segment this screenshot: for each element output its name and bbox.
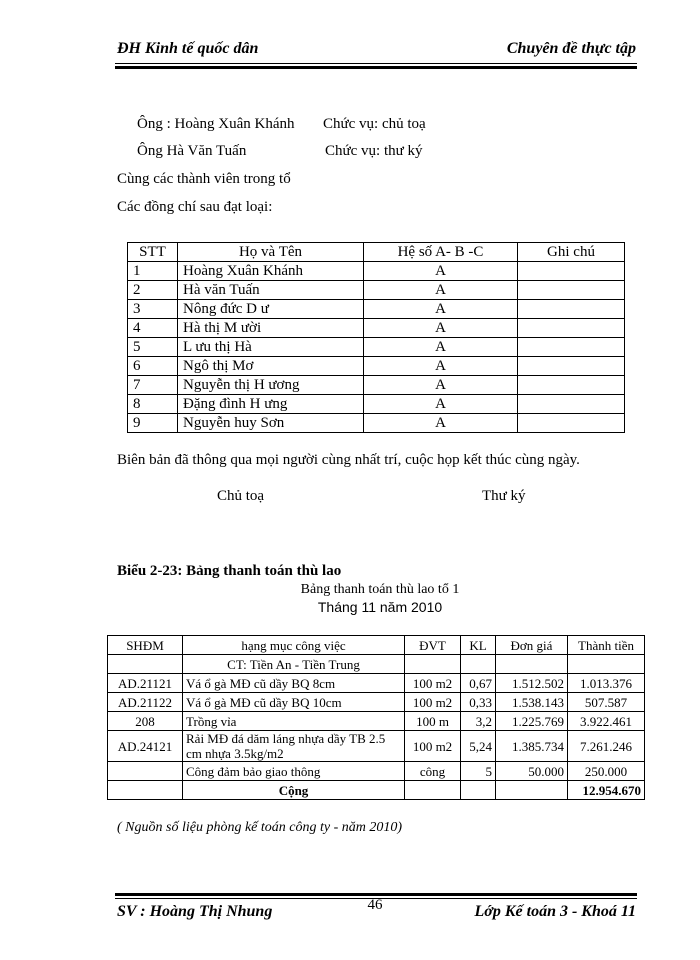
payment-header-cell: Đơn giá [496,636,568,655]
table-cell [461,655,496,674]
table-cell [108,781,183,800]
total-row [108,781,645,800]
closing-text: Biên bản đã thông qua mọi người cùng nhất trí, cuộc họp kết thúc cùng ngày. [117,452,580,468]
table-cell: 6 [128,357,178,376]
table-row [128,262,625,281]
table-cell: 3 [128,300,178,319]
table-row [128,357,625,376]
footer-left: SV : Hoàng Thị Nhung [117,903,273,920]
signature-chair: Chủ toạ [217,488,265,504]
header-rule-thick [115,66,637,69]
table-cell [108,762,183,781]
table-cell: Hoàng Xuân Khánh [178,262,364,281]
table-row [108,693,645,712]
section-title: Biểu 2-23: Bảng thanh toán thù lao [117,563,342,579]
source-note: ( Nguồn số liệu phòng kế toán công ty - năm 2010) [117,820,403,835]
table-row [128,300,625,319]
table-cell [568,655,645,674]
table-cell: 8 [128,395,178,414]
table-cell: 0,67 [461,674,496,693]
table-cell [518,376,625,395]
table-cell: AD.21121 [108,674,183,693]
table2-title: Bảng thanh toán thù lao tổ 1 [300,582,460,597]
total-value: 12.954.670 [568,781,645,800]
header-right: Chuyên đề thực tập [506,40,636,57]
table-cell: 4 [128,319,178,338]
table-cell [518,319,625,338]
table-cell: 9 [128,414,178,433]
table-cell: 7 [128,376,178,395]
table-cell: 0,33 [461,693,496,712]
table-cell: Nông đức D ư [178,300,364,319]
table-row [128,395,625,414]
payment-header-cell: hạng mục công việc [183,636,405,655]
chair-role: Chức vụ: chủ toạ [323,116,426,132]
table-cell: Công đảm bảo giao thông [183,762,405,781]
table2-date: Tháng 11 năm 2010 [317,599,443,615]
table-cell [518,395,625,414]
rating-header-cell: Ghi chú [518,243,625,262]
project-row [108,655,645,674]
table-cell: Đặng đình H ưng [178,395,364,414]
table-cell: 50.000 [496,762,568,781]
table-cell: 1.512.502 [496,674,568,693]
table-cell: 1.538.143 [496,693,568,712]
project-name: CT: Tiền An - Tiền Trung [183,655,405,674]
table-row [128,319,625,338]
footer-rule-thick [115,893,637,896]
table-cell: 100 m2 [405,693,461,712]
table-cell [518,357,625,376]
table-cell: 1.013.376 [568,674,645,693]
payment-header-cell: ĐVT [405,636,461,655]
table-row [128,414,625,433]
table-cell: công [405,762,461,781]
table-cell [518,281,625,300]
payment-header-cell: Thành tiền [568,636,645,655]
table-cell [518,262,625,281]
table-cell: Ngô thị Mơ [178,357,364,376]
rating-header-cell: Họ và Tên [178,243,364,262]
table-cell [405,781,461,800]
rating-table [127,242,625,433]
table-cell: 507.587 [568,693,645,712]
rating-header-cell: Hệ số A- B -C [364,243,518,262]
table-cell: Vá ổ gà MĐ cũ dầy BQ 10cm [183,693,405,712]
table-cell: A [364,357,518,376]
table-cell: 7.261.246 [568,731,645,762]
table-cell: A [364,414,518,433]
table-cell [518,300,625,319]
table-cell: Rải MĐ đá dăm láng nhựa dầy TB 2.5 cm nhựa 3.5kg/m2 [183,731,405,762]
table-cell: 1.385.734 [496,731,568,762]
table-cell: A [364,319,518,338]
table-cell: Hà văn Tuấn [178,281,364,300]
rating-header-cell: STT [128,243,178,262]
table-cell: AD.24121 [108,731,183,762]
table-row [108,674,645,693]
footer-right: Lớp Kế toán 3 - Khoá 11 [474,903,636,920]
table-cell: 100 m2 [405,731,461,762]
table-cell: 100 m2 [405,674,461,693]
table-cell: A [364,376,518,395]
table-cell: Nguyễn thị H ương [178,376,364,395]
secretary-name: Ông Hà Văn Tuấn [137,143,247,159]
table-cell: Trồng vỉa [183,712,405,731]
table-cell: A [364,262,518,281]
table-cell: Nguyễn huy Sơn [178,414,364,433]
table-cell [108,655,183,674]
table-cell: AD.21122 [108,693,183,712]
table-cell: 3,2 [461,712,496,731]
table-cell: 250.000 [568,762,645,781]
payment-table [107,635,645,800]
table-cell [405,655,461,674]
table-cell: 1.225.769 [496,712,568,731]
secretary-role: Chức vụ: thư ký [325,143,423,159]
table-cell: 5 [128,338,178,357]
header-left: ĐH Kinh tế quốc dân [117,40,259,57]
table-cell: A [364,281,518,300]
table-row [108,731,645,762]
table-cell: 3.922.461 [568,712,645,731]
header-rule-thin [115,63,637,64]
table-cell: 100 m [405,712,461,731]
total-label: Cộng [183,781,405,800]
rating-table-header [128,243,625,262]
table-row [128,281,625,300]
table-cell: Vá ổ gà MĐ cũ dầy BQ 8cm [183,674,405,693]
table-cell [518,414,625,433]
members-line: Cùng các thành viên trong tổ [117,171,291,187]
table-cell: A [364,395,518,414]
table-cell: 2 [128,281,178,300]
table-cell: 1 [128,262,178,281]
table-cell [518,338,625,357]
table-cell: 5,24 [461,731,496,762]
signature-secretary: Thư ký [482,488,526,504]
payment-header-cell: SHĐM [108,636,183,655]
table-cell [496,781,568,800]
payment-table-header [108,636,645,655]
table-cell [461,781,496,800]
table-cell: A [364,338,518,357]
payment-header-cell: KL [461,636,496,655]
table-row [108,762,645,781]
table-cell: 208 [108,712,183,731]
table-row [128,338,625,357]
table-row [108,712,645,731]
table-cell: L ưu thị Hà [178,338,364,357]
table-cell: Hà thị M ười [178,319,364,338]
table-cell [496,655,568,674]
chair-name: Ông : Hoàng Xuân Khánh [137,116,295,132]
table-row [128,376,625,395]
table-cell: 5 [461,762,496,781]
page-number: 46 [367,897,383,913]
table-cell: A [364,300,518,319]
rated-line: Các đồng chí sau đạt loại: [117,199,273,215]
